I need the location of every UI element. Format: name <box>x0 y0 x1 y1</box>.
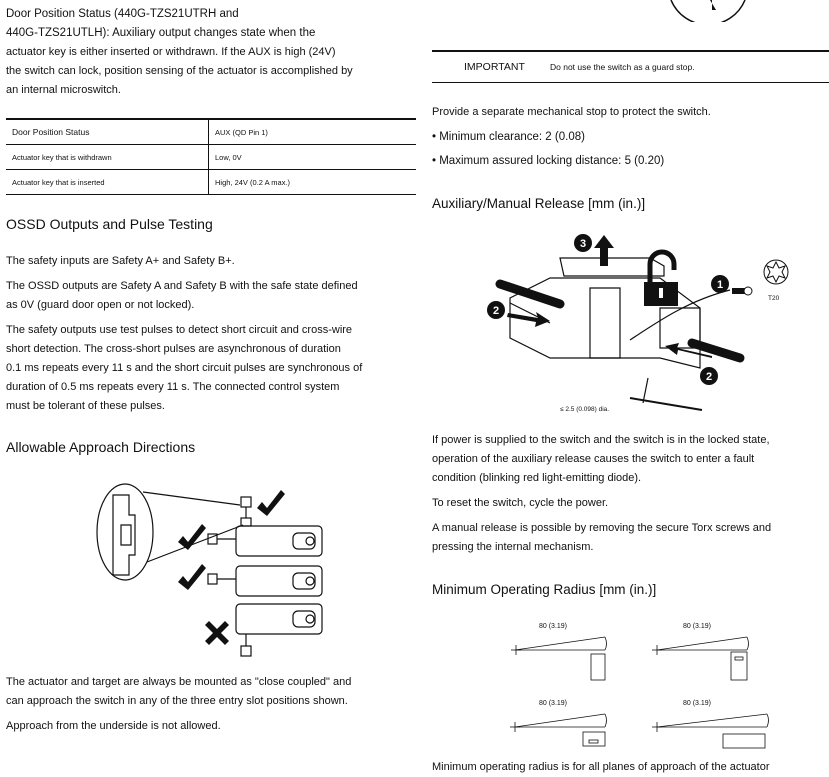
step1-marker <box>711 275 752 295</box>
actuator-bottom <box>241 646 251 656</box>
aux-paragraph <box>432 431 829 488</box>
actuator-side <box>208 574 217 584</box>
text-line: A manual release is possible by removing the secure Torx screws and <box>432 522 772 534</box>
text-line: as 0V (guard door open or not locked). <box>6 299 195 311</box>
radius-paragraph: Minimum operating radius is for all planes of approach of the actuator <box>432 761 770 773</box>
detail-circle <box>97 484 153 580</box>
aux-heading: Auxiliary/Manual Release [mm (in.)] <box>432 196 646 211</box>
ossd-paragraph: The safety inputs are Safety A+ and Safety B+. <box>6 255 235 267</box>
aux-paragraph <box>432 519 829 557</box>
table-row <box>6 170 416 195</box>
text-line: pressing the internal mechanism. <box>432 541 594 553</box>
cross-icon <box>205 621 229 645</box>
text-line: duration of 0.5 ms repeats every 11 s. The connected control system <box>6 381 340 393</box>
radius-label: 80 (3.19) <box>539 700 568 707</box>
switch-body <box>236 526 322 556</box>
list-item: • Minimum clearance: 2 (0.08) <box>432 131 585 143</box>
text-line: 0.1 ms repeats every 11 s and the short circuit pulses are synchronous of <box>6 362 363 374</box>
ossd-paragraph <box>6 321 386 416</box>
table-cell: Actuator key that is withdrawn <box>6 145 209 170</box>
switch-body <box>236 604 322 634</box>
torx-icon <box>764 260 788 302</box>
svg-text:T20: T20 <box>768 295 780 302</box>
approach-directions-figure <box>95 470 335 665</box>
important-text: Do not use the switch as a guard stop. <box>550 62 695 72</box>
aux-release-figure <box>480 228 810 420</box>
check-icon <box>178 564 206 590</box>
svg-text:1: 1 <box>716 279 724 291</box>
switch-body <box>236 566 322 596</box>
approach-heading: Allowable Approach Directions <box>6 439 196 455</box>
radius-label: 80 (3.19) <box>539 623 568 630</box>
intro-line: an internal microswitch. <box>6 84 121 96</box>
radius-label: 80 (3.19) <box>683 623 712 630</box>
approach-paragraph <box>6 673 406 711</box>
table-header-row <box>6 120 416 145</box>
clearance-list <box>432 128 664 171</box>
door-position-table <box>6 118 416 195</box>
dia-label: ≤ 2.5 (0.098) dia. <box>560 406 610 413</box>
release-tool <box>630 398 702 410</box>
table-cell: Actuator key that is inserted <box>6 170 209 195</box>
text-line: condition (blinking red light-emitting diode). <box>432 472 642 484</box>
table-cell: Low, 0V <box>215 152 242 162</box>
list-item: • Maximum assured locking distance: 5 (0.20) <box>432 155 665 167</box>
intro-line: Door Position Status (440G-TZS21UTRH and <box>6 8 239 20</box>
intro-line: the switch can lock, position sensing of the actuator is accomplished by <box>6 65 353 77</box>
text-line: The safety outputs use test pulses to detect short circuit and cross-wire <box>6 324 353 336</box>
radius-figures <box>505 612 775 752</box>
svg-text:3: 3 <box>579 238 587 250</box>
table-cell: High, 24V (0.2 A max.) <box>215 177 291 187</box>
ossd-paragraph <box>6 277 386 315</box>
important-box <box>432 50 829 83</box>
step2-marker-left <box>487 284 560 327</box>
approach-paragraph: Approach from the underside is not allowed. <box>6 720 221 732</box>
step2-marker-right <box>665 343 740 385</box>
radius-diagram <box>652 714 769 748</box>
door-position-intro <box>6 5 386 100</box>
text-line: must be tolerant of these pulses. <box>6 400 165 412</box>
radius-label: 80 (3.19) <box>683 700 712 707</box>
check-icon <box>257 490 285 516</box>
text-line: If power is supplied to the switch and the switch is in the locked state, <box>432 434 770 446</box>
ossd-heading: OSSD Outputs and Pulse Testing <box>6 216 213 232</box>
text-line: operation of the auxiliary release causes the switch to enter a fault <box>432 453 755 465</box>
table-header-cell: AUX (QD Pin 1) <box>215 127 268 137</box>
check-icon <box>178 524 206 550</box>
radius-heading: Minimum Operating Radius [mm (in.)] <box>432 582 657 597</box>
step3-marker <box>574 234 614 266</box>
detail-slot <box>113 495 135 575</box>
table-row <box>6 145 416 170</box>
svg-text:2: 2 <box>492 305 500 317</box>
text-line: can approach the switch in any of the three entry slot positions shown. <box>6 695 348 707</box>
intro-line: 440G-TZS21UTLH): Auxiliary output changes state when the <box>6 27 316 39</box>
aux-paragraph: To reset the switch, cycle the power. <box>432 497 609 509</box>
radius-diagram <box>511 637 607 680</box>
text-line: The actuator and target are always be mounted as "close coupled" and <box>6 676 352 688</box>
text-line: short detection. The cross-short pulses are asynchronous of duration <box>6 343 341 355</box>
stop-text: Provide a separate mechanical stop to protect the switch. <box>432 106 711 118</box>
table-header-cell: Door Position Status <box>6 120 209 145</box>
radius-diagram <box>652 637 749 680</box>
important-label: IMPORTANT <box>464 61 525 73</box>
symbol-icon <box>665 0 755 22</box>
svg-text:2: 2 <box>705 371 713 383</box>
actuator-top <box>241 497 251 507</box>
intro-line: actuator key is either inserted or withdrawn. If the AUX is high (24V) <box>6 46 336 58</box>
text-line: The OSSD outputs are Safety A and Safety B with the safe state defined <box>6 280 358 292</box>
detail-key <box>121 525 131 545</box>
radius-diagram <box>510 714 607 746</box>
